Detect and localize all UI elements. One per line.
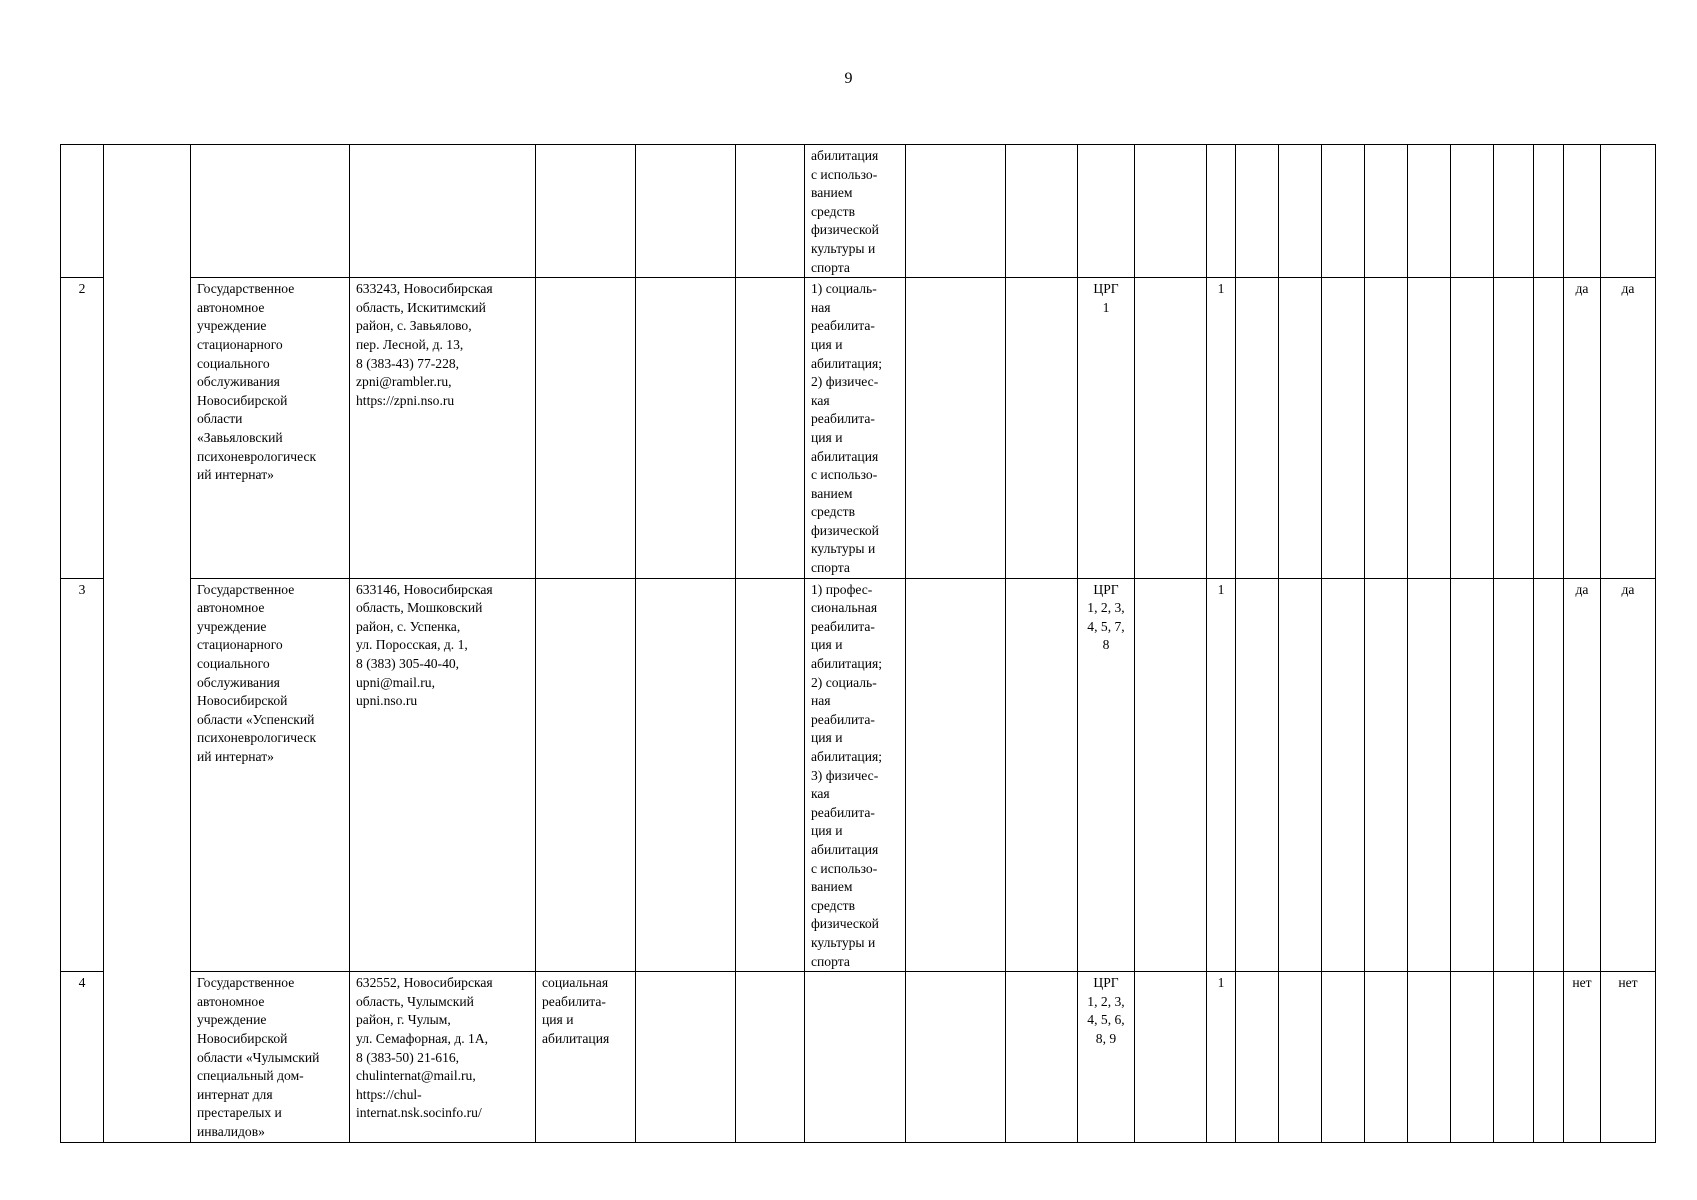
cell-empty (1451, 278, 1494, 579)
cell-empty (1534, 972, 1564, 1143)
cell-empty (1534, 278, 1564, 579)
cell-empty (1006, 972, 1078, 1143)
cell-empty (1135, 145, 1207, 278)
cell-col-a: да (1564, 578, 1601, 971)
cell-col-a (1564, 145, 1601, 278)
cell-address: 633243, Новосибирская область, Искитимский район, с. Завьялово, пер. Лесной, д. 13, 8 (383-43) 77-228, zpni@rambler.ru, https://zpni.nso.ru (350, 278, 536, 579)
cell-empty (1279, 578, 1322, 971)
cell-empty (1279, 145, 1322, 278)
cell-empty (1279, 278, 1322, 579)
cell-empty (1279, 972, 1322, 1143)
cell-empty (906, 578, 1006, 971)
cell-empty (736, 972, 805, 1143)
cell-name (191, 145, 350, 278)
cell-empty (1365, 145, 1408, 278)
cell-empty (1006, 578, 1078, 971)
cell-region (104, 145, 191, 1143)
cell-count (1207, 145, 1236, 278)
cell-empty (736, 278, 805, 579)
cell-rehab: абилитация с использо- ванием средств физической культуры и спорта (805, 145, 906, 278)
cell-col-b: да (1601, 278, 1656, 579)
cell-count: 1 (1207, 578, 1236, 971)
cell-service: социальная реабилита- ция и абилитация (536, 972, 636, 1143)
cell-col-a: да (1564, 278, 1601, 579)
cell-count: 1 (1207, 278, 1236, 579)
cell-index: 2 (61, 278, 104, 579)
cell-empty (1365, 578, 1408, 971)
cell-empty (1236, 278, 1279, 579)
cell-empty (1322, 578, 1365, 971)
cell-empty (1006, 145, 1078, 278)
cell-empty (1494, 145, 1534, 278)
cell-empty (1408, 578, 1451, 971)
cell-col-b (1601, 145, 1656, 278)
cell-empty (1408, 278, 1451, 579)
cell-empty (736, 578, 805, 971)
cell-empty (1494, 972, 1534, 1143)
cell-empty (1135, 578, 1207, 971)
cell-address: 633146, Новосибирская область, Мошковский район, с. Успенка, ул. Поросская, д. 1, 8 (383) 305-40-40, upni@mail.ru, upni.nso.ru (350, 578, 536, 971)
cell-empty (1322, 278, 1365, 579)
cell-groups: ЦРГ 1, 2, 3, 4, 5, 7, 8 (1078, 578, 1135, 971)
cell-service (536, 578, 636, 971)
cell-groups (1078, 145, 1135, 278)
cell-index: 4 (61, 972, 104, 1143)
cell-empty (1236, 578, 1279, 971)
cell-empty (1494, 578, 1534, 971)
table-row (61, 278, 1656, 579)
cell-service (536, 278, 636, 579)
cell-empty (1534, 578, 1564, 971)
cell-col-b: нет (1601, 972, 1656, 1143)
cell-empty (1451, 578, 1494, 971)
cell-empty (1408, 145, 1451, 278)
cell-empty (906, 278, 1006, 579)
cell-empty (1365, 278, 1408, 579)
cell-groups: ЦРГ 1, 2, 3, 4, 5, 6, 8, 9 (1078, 972, 1135, 1143)
cell-empty (1534, 145, 1564, 278)
cell-col-a: нет (1564, 972, 1601, 1143)
page-number: 9 (844, 70, 853, 87)
cell-empty (1006, 278, 1078, 579)
cell-col-b: да (1601, 578, 1656, 971)
cell-index: 3 (61, 578, 104, 971)
cell-address: 632552, Новосибирская область, Чулымский район, г. Чулым, ул. Семафорная, д. 1А, 8 (383-50) 21-616, chulinternat@mail.ru, https://chul- internat.nsk.socinfo.ru/ (350, 972, 536, 1143)
cell-empty (1236, 145, 1279, 278)
cell-empty (1322, 972, 1365, 1143)
cell-address (350, 145, 536, 278)
table-row (61, 972, 1656, 1143)
table-row (61, 578, 1656, 971)
cell-empty (636, 278, 736, 579)
cell-empty (1451, 972, 1494, 1143)
cell-empty (906, 972, 1006, 1143)
cell-empty (1135, 972, 1207, 1143)
register-table (60, 144, 1656, 1143)
cell-name: Государственное автономное учреждение Новосибирской области «Чулымский специальный дом- интернат для престарелых и инвалидов» (191, 972, 350, 1143)
cell-groups: ЦРГ 1 (1078, 278, 1135, 579)
cell-rehab: 1) профес- сиональная реабилита- ция и абилитация; 2) социаль- ная реабилита- ция и абилитация; 3) физичес- кая реабилита- ция и абилитация с использо- ванием средств физической культуры и спорта (805, 578, 906, 971)
table-row (61, 145, 1656, 278)
cell-rehab: 1) социаль- ная реабилита- ция и абилитация; 2) физичес- кая реабилита- ция и абилитация с использо- ванием средств физической культуры и спорта (805, 278, 906, 579)
cell-empty (1322, 145, 1365, 278)
cell-rehab (805, 972, 906, 1143)
cell-empty (636, 578, 736, 971)
cell-empty (736, 145, 805, 278)
cell-name: Государственное автономное учреждение стационарного социального обслуживания Новосибирской области «Успенский психоневрологическ ий интернат» (191, 578, 350, 971)
cell-empty (1408, 972, 1451, 1143)
cell-empty (1135, 278, 1207, 579)
cell-service (536, 145, 636, 278)
cell-empty (636, 972, 736, 1143)
cell-empty (1365, 972, 1408, 1143)
cell-empty (1451, 145, 1494, 278)
cell-empty (906, 145, 1006, 278)
cell-index (61, 145, 104, 278)
cell-empty (1494, 278, 1534, 579)
cell-name: Государственное автономное учреждение стационарного социального обслуживания Новосибирской области «Завьяловский психоневрологическ ий интернат» (191, 278, 350, 579)
cell-empty (636, 145, 736, 278)
cell-count: 1 (1207, 972, 1236, 1143)
cell-empty (1236, 972, 1279, 1143)
